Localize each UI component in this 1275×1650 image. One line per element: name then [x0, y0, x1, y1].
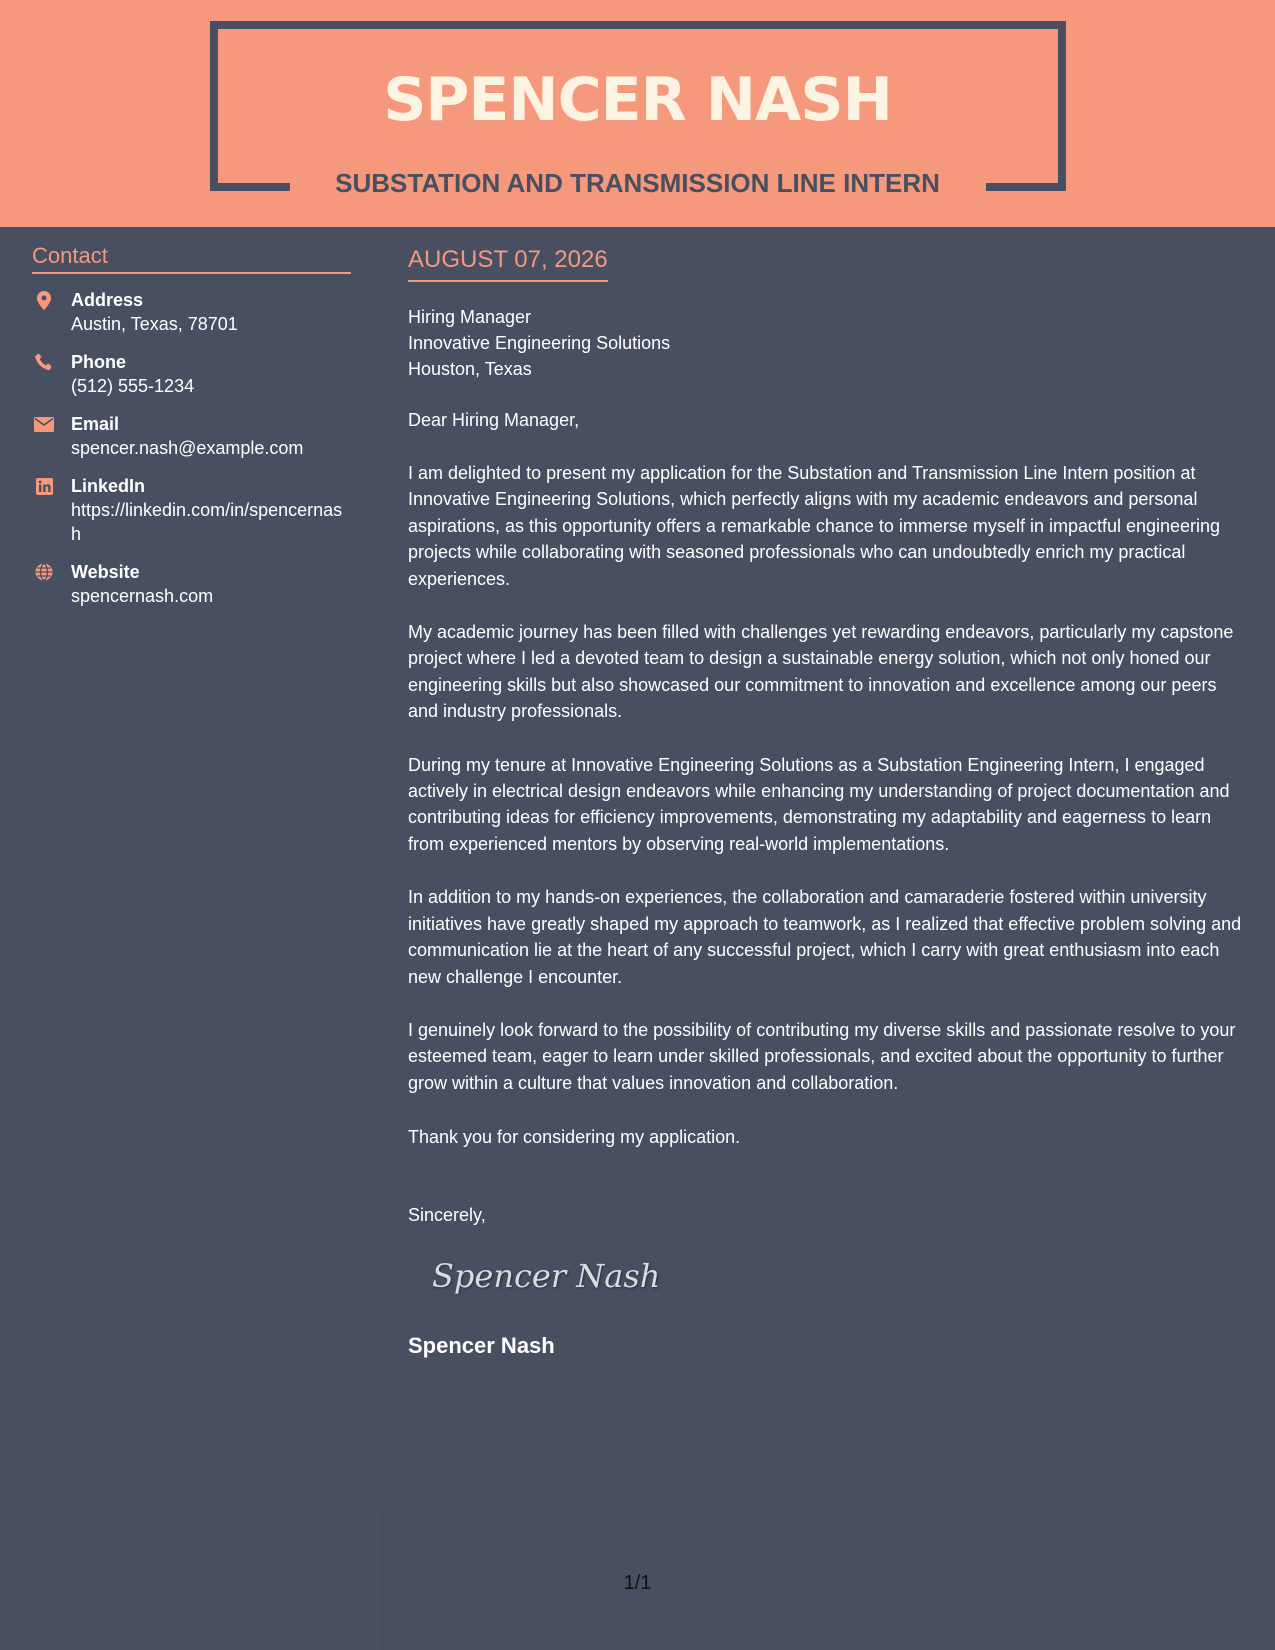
map-pin-icon: [32, 290, 56, 310]
letter-paragraph: During my tenure at Innovative Engineering Solutions as a Substation Engineering Intern, I engaged actively in electrical design endeavors while enhancing my understanding of project documentation and contributing ideas for efficiency improvements, demonstrating my adaptability and eagerness to learn from experienced mentors by observing real-world implementations.: [408, 754, 1230, 854]
phone-icon: [32, 352, 56, 372]
email-value: spencer.nash@example.com: [71, 438, 304, 458]
website-value[interactable]: spencernash.com: [71, 586, 214, 606]
signer-name: Spencer Nash: [408, 1333, 555, 1359]
letter-paragraph: In addition to my hands-on experiences, the collaboration and camaraderie fostered within university initiatives have greatly shaped my approach to teamwork, as I realized that effective problem solving and communication lie at the heart of any successful project, which I carry with great enthusiasm into each new challenge I encounter.: [408, 887, 1242, 987]
letter-paragraph: My academic journey has been filled with challenges yet rewarding endeavors, particularly my capstone project where I led a devoted team to design a sustainable energy solution, which not only honed our engineering skills but also showcased our commitment to innovation and excellence among our peers and industry professionals.: [408, 622, 1234, 722]
address-label: Address: [71, 290, 144, 310]
applicant-name: SPENCER NASH: [383, 65, 892, 135]
contact-item-phone: [32, 350, 351, 398]
job-title: SUBSTATION AND TRANSMISSION LINE INTERN: [335, 168, 940, 198]
contact-item-email: [32, 412, 351, 460]
envelope-icon: [32, 414, 56, 434]
email-label: Email: [71, 414, 120, 434]
globe-icon: [32, 562, 56, 582]
contact-sidebar: [32, 242, 351, 608]
page-number: 1/1: [623, 1572, 652, 1594]
letter-body: [408, 244, 1248, 1360]
salutation: Dear Hiring Manager,: [408, 410, 580, 430]
linkedin-value[interactable]: https://linkedin.com/in/spencernash: [71, 500, 343, 544]
contact-item-website: [32, 560, 351, 608]
contact-item-linkedin: [32, 474, 351, 546]
phone-value: (512) 555-1234: [71, 376, 195, 396]
handwritten-signature: Spencer Nash: [432, 1257, 661, 1296]
recipient-block: [408, 304, 1248, 382]
linkedin-label: LinkedIn: [71, 476, 146, 496]
letter-date: AUGUST 07, 2026: [408, 244, 608, 282]
header-banner: [0, 0, 1275, 227]
recipient-company: Innovative Engineering Solutions: [408, 333, 671, 353]
website-label: Website: [71, 562, 140, 582]
letter-paragraph: I am delighted to present my application for the Substation and Transmission Line Intern position at Innovative Engineering Solutions, which perfectly aligns with my academic endeavors and personal aspirations, as this opportunity offers a remarkable chance to immerse myself in impactful engineering projects while collaborating with seasoned professionals who can undoubtedly enrich my practical experiences.: [408, 463, 1221, 589]
address-value: Austin, Texas, 78701: [71, 314, 238, 334]
recipient-name: Hiring Manager: [408, 307, 532, 327]
linkedin-icon: [32, 476, 56, 496]
signoff: Sincerely,: [408, 1205, 486, 1226]
closing-line: Thank you for considering my application.: [408, 1127, 741, 1148]
phone-label: Phone: [71, 352, 127, 372]
contact-item-address: [32, 288, 351, 336]
recipient-location: Houston, Texas: [408, 359, 532, 379]
letter-paragraph: I genuinely look forward to the possibility of contributing my diverse skills and passionate resolve to your esteemed team, eager to learn under skilled professionals, and excited about the opportunity to further grow within a culture that values innovation and collaboration.: [408, 1019, 1236, 1093]
contact-heading: Contact: [32, 242, 351, 274]
